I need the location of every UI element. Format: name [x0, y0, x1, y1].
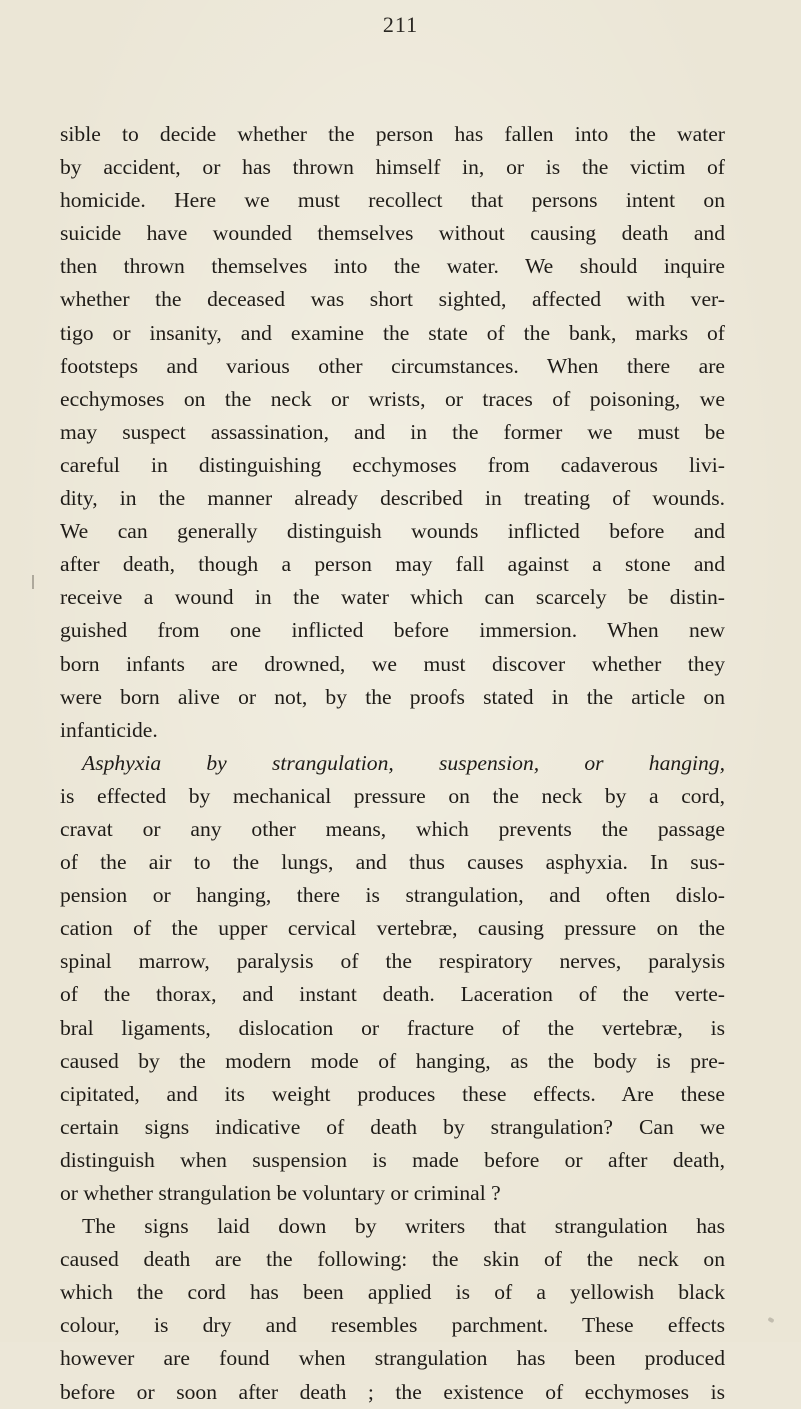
page-speck — [767, 1317, 774, 1323]
text-line: spinal marrow, paralysis of the respiratory nerves, paralysis — [60, 949, 725, 974]
text-line: colour, is dry and resembles parchment. These effects — [60, 1313, 725, 1338]
text-line: guished from one inflicted before immersion. When new — [60, 618, 725, 643]
text-line: ecchymoses on the neck or wrists, or traces of poisoning, we — [60, 386, 725, 411]
text-line: or whether strangulation be voluntary or criminal ? — [60, 1181, 501, 1205]
text-line: were born alive or not, by the proofs stated in the article on — [60, 684, 725, 709]
text-line: may suspect assassination, and in the former we must be — [60, 419, 725, 444]
text-line: tigo or insanity, and examine the state of the bank, marks of — [60, 320, 725, 345]
text-line: is effected by mechanical pressure on the neck by a cord, — [60, 783, 725, 808]
text-line: cipitated, and its weight produces these effects. Are these — [60, 1081, 725, 1106]
text-line: bral ligaments, dislocation or fracture of the vertebræ, is — [60, 1015, 725, 1040]
text-line: The signs laid down by writers that strangulation has — [82, 1214, 725, 1239]
body-text — [60, 118, 725, 1409]
text-line: of the air to the lungs, and thus causes asphyxia. In sus- — [60, 850, 725, 875]
text-line: careful in distinguishing ecchymoses from cadaverous livi- — [60, 452, 725, 477]
text-line: homicide. Here we must recollect that persons intent on — [60, 188, 725, 213]
page-number: 211 — [382, 12, 419, 37]
text-line: of the thorax, and instant death. Laceration of the verte- — [60, 982, 725, 1007]
text-line: cation of the upper cervical vertebræ, causing pressure on the — [60, 916, 725, 941]
text-line: pension or hanging, there is strangulation, and often dislo- — [60, 883, 725, 908]
text-line: We can generally distinguish wounds inflicted before and — [60, 519, 725, 544]
text-line: caused death are the following: the skin of the neck on — [60, 1247, 725, 1272]
text-line: certain signs indicative of death by strangulation? Can we — [60, 1114, 725, 1139]
section-heading: Asphyxia by strangulation, suspension, or hanging, — [82, 750, 725, 775]
text-line: infanticide. — [60, 717, 158, 742]
text-line: before or soon after death ; the existence of ecchymoses is — [60, 1379, 725, 1404]
text-line: caused by the modern mode of hanging, as the body is pre- — [60, 1048, 725, 1073]
text-line: after death, though a person may fall against a stone and — [60, 552, 725, 577]
text-line: by accident, or has thrown himself in, or is the victim of — [60, 155, 725, 180]
text-line: whether the deceased was short sighted, affected with ver- — [60, 287, 725, 312]
text-line: cravat or any other means, which prevents the passage — [60, 816, 725, 841]
margin-mark — [32, 575, 34, 589]
text-line: born infants are drowned, we must discover whether they — [60, 651, 725, 676]
text-line: however are found when strangulation has been produced — [60, 1346, 725, 1371]
text-line: which the cord has been applied is of a yellowish black — [60, 1280, 725, 1305]
text-line: sible to decide whether the person has fallen into the water — [60, 122, 725, 146]
text-line: then thrown themselves into the water. We should inquire — [60, 254, 725, 279]
text-line: suicide have wounded themselves without causing death and — [60, 221, 725, 246]
text-line: receive a wound in the water which can scarcely be distin- — [60, 585, 725, 610]
text-line: distinguish when suspension is made before or after death, — [60, 1147, 725, 1172]
text-line: dity, in the manner already described in treating of wounds. — [60, 486, 725, 511]
text-line: footsteps and various other circumstances. When there are — [60, 353, 725, 378]
